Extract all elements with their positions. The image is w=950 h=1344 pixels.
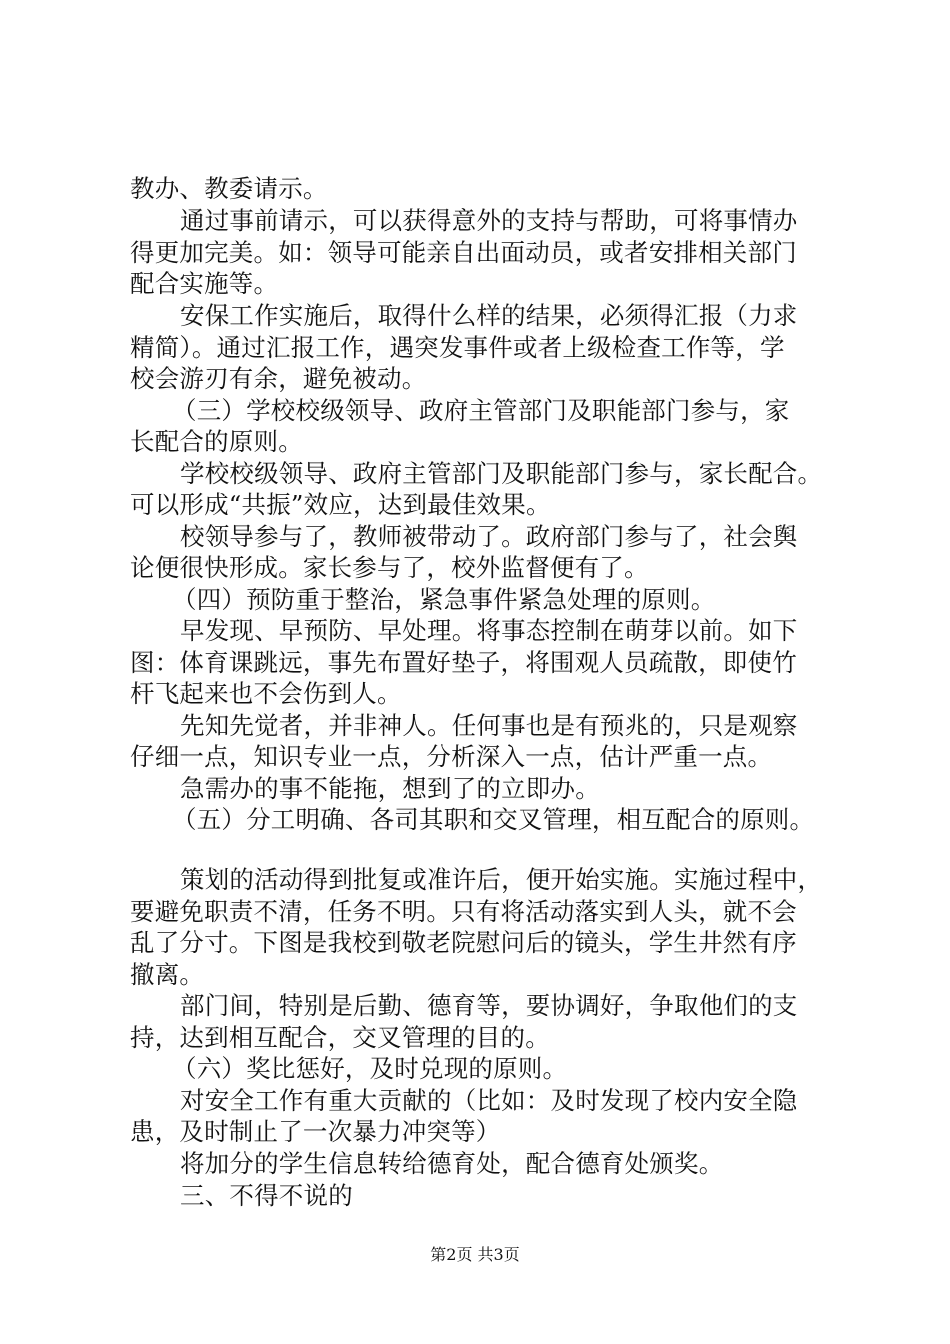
text-line: 可以形成“共振”效应，达到最佳效果。 [130, 490, 551, 519]
text-line: 论便很快形成。家长参与了，校外监督便有了。 [130, 553, 649, 582]
text-line: 通过事前请示，可以获得意外的支持与帮助，可将事情办 [180, 206, 798, 235]
text-line: 安保工作实施后，取得什么样的结果，必须得汇报（力求 [180, 301, 798, 330]
text-line: 撤离。 [130, 960, 205, 989]
text-line: 患，及时制止了一次暴力冲突等） [130, 1117, 501, 1146]
text-line: 得更加完美。如：领导可能亲自出面动员，或者安排相关部门 [130, 238, 797, 267]
text-line: 学校校级领导、政府主管部门及职能部门参与，家长配合。 [180, 459, 823, 488]
section-heading: （六）奖比惩好，及时兑现的原则。 [172, 1054, 568, 1083]
text-line: 长配合的原则。 [130, 427, 303, 456]
text-line: 图：体育课跳远，事先布置好垫子，将围观人员疏散，即使竹 [130, 648, 797, 677]
text-line: 教办、教委请示。 [130, 174, 328, 203]
text-line: 急需办的事不能拖，想到了的立即办。 [180, 774, 600, 803]
section-heading: （三）学校校级领导、政府主管部门及职能部门参与，家 [172, 396, 790, 425]
section-heading: 三、不得不说的 [180, 1181, 353, 1210]
text-line: 对安全工作有重大贡献的（比如：及时发现了校内安全隐 [180, 1086, 798, 1115]
page-number-footer: 第2页 共3页 [430, 1245, 520, 1264]
text-line: 持，达到相互配合，交叉管理的目的。 [130, 1023, 550, 1052]
text-line: 校会游刃有余，避免被动。 [130, 364, 427, 393]
text-line: 部门间，特别是后勤、德育等，要协调好，争取他们的支 [180, 991, 798, 1020]
text-line: 校领导参与了，教师被带动了。政府部门参与了，社会舆 [180, 522, 798, 551]
section-heading: （四）预防重于整治，紧急事件紧急处理的原则。 [172, 585, 716, 614]
text-line: 先知先觉者，并非神人。任何事也是有预兆的，只是观察 [180, 711, 798, 740]
text-line: 乱了分寸。下图是我校到敬老院慰问后的镜头，学生井然有序 [130, 928, 797, 957]
text-line: 将加分的学生信息转给德育处，配合德育处颁奖。 [180, 1149, 724, 1178]
text-line: 仔细一点，知识专业一点，分析深入一点，估计严重一点。 [130, 742, 773, 771]
text-line: 早发现、早预防、早处理。将事态控制在萌芽以前。如下 [180, 616, 798, 645]
text-line: 杆飞起来也不会伤到人。 [130, 679, 402, 708]
text-line: 策划的活动得到批复或准许后，便开始实施。实施过程中， [180, 865, 823, 894]
text-line: 配合实施等。 [130, 269, 279, 298]
text-line: 要避免职责不清，任务不明。只有将活动落实到人头，就不会 [130, 897, 797, 926]
text-line: 精简）。通过汇报工作，遇突发事件或者上级检查工作等，学 [130, 333, 785, 362]
section-heading: （五）分工明确、各司其职和交叉管理，相互配合的原则。 [172, 805, 815, 834]
